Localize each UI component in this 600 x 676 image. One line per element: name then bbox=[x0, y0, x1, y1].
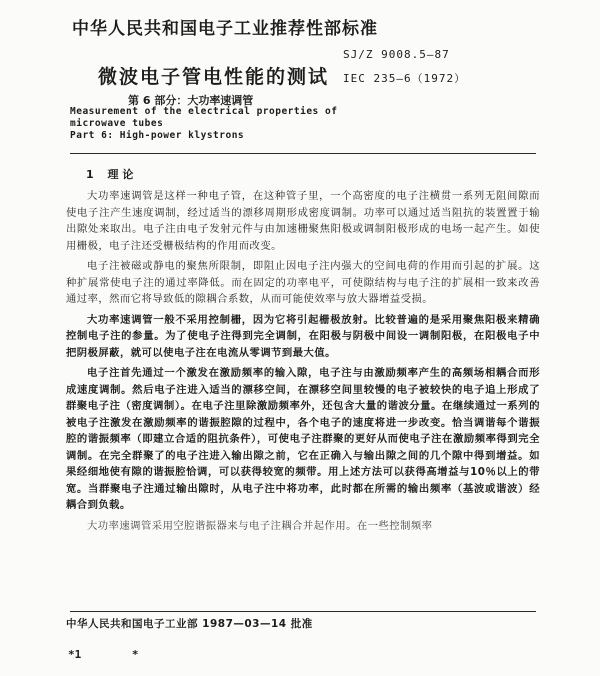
body-text bbox=[66, 188, 540, 538]
english-title-line: Part 6: High-power klystrons bbox=[70, 130, 245, 141]
bottom-divider bbox=[70, 611, 536, 612]
english-title-line: Measurement of the electrical properties of bbox=[70, 106, 338, 117]
standard-organization: 中华人民共和国电子工业推荐性部标准 bbox=[72, 19, 378, 39]
document-title: 微波电子管电性能的测试 bbox=[98, 66, 330, 88]
page-mark: *1 bbox=[68, 648, 82, 661]
english-title-line: microwave tubes bbox=[70, 118, 164, 129]
footer bbox=[68, 648, 139, 661]
top-divider bbox=[70, 153, 536, 154]
section-heading bbox=[86, 166, 133, 182]
approval-line: 中华人民共和国电子工业部 1987—03—14 批准 bbox=[66, 618, 313, 630]
paragraph: 大功率速调管采用空腔谐振器来与电子注耦合并起作用。在一些控制频率 bbox=[87, 519, 433, 532]
section-number: 1 bbox=[86, 168, 94, 181]
paragraph: 大功率速调管一般不采用控制栅，因为它将引起栅极放射。比较普遍的是采用聚焦阳极来精确控制电子注的参量。为了使电子注得到完全调制，在阳极与阴极中间设一调制阳极，在阳极电子中把阴极屏蔽，就可以使电子注在电流从零调节到最大值。 bbox=[66, 313, 540, 359]
iec-code: IEC 235—6（1972） bbox=[343, 72, 467, 85]
footer-asterisk: * bbox=[131, 648, 139, 661]
paragraph: 大功率速调管是这样一种电子管，在这种管子里，一个高密度的电子注横贯一系列无阻间隙而使电子注产生速度调制，经过适当的漂移周期形成密度调制。功率可以通过适当阻抗的装置置于输出隙处来取出。电子注由电子发射元件与由加速栅聚焦阳极或调制阳极形成的电场一起产生。如使用栅极，电子注还受栅极结构的作用而改变。 bbox=[66, 190, 540, 252]
english-title bbox=[70, 106, 337, 142]
part-title-cn: 第 6 部分：大功率速调管 bbox=[128, 94, 254, 107]
paragraph: 电子注首先通过一个激发在激励频率的输入隙，电子注与由激励频率产生的高频场相耦合而形成速度调制。然后电子注进入适当的漂移空间，在漂移空间里较慢的电子被较快的电子追上形成了群聚电子注（密度调制）。在电子注里除激励频率外，还包含大量的谐波分量。在继续通过一系列的被电子注激发在激励频率的谐振腔隙的过程中，各个电子的速度将进一步改变。恰当调谐每个谐振腔的谐振频率（即建立合适的阻抗条件），可使电子注群聚的更好从而使电子注在激励频率得到完全调制。在完全群聚了的电子注进入输出隙之前，它在正确入与输出隙之间的几个隙中得到增益。如果经细地使有隙的谐振腔恰调，可以获得较宽的频带。用上述方法可以获得高增益与10％以上的带宽。当群聚电子注通过输出隙时，从电子注中将功率，此时都在所需的输出频率（基波或谐波）经耦合到负载。 bbox=[66, 367, 540, 511]
section-title: 理 论 bbox=[107, 168, 134, 181]
standard-code: SJ/Z 9008.5—87 bbox=[343, 48, 450, 61]
paragraph: 电子注被磁或静电的聚焦所限制，即阻止因电子注内强大的空间电荷的作用而引起的扩展。这种扩展常使电子注的通过率降低。而在固定的功率电平，可使隙结构与电子注的扩展相一致来改善通过率，然而它将导致低的隙耦合系数，从而可能使效率与放大器增益受损。 bbox=[66, 260, 540, 305]
